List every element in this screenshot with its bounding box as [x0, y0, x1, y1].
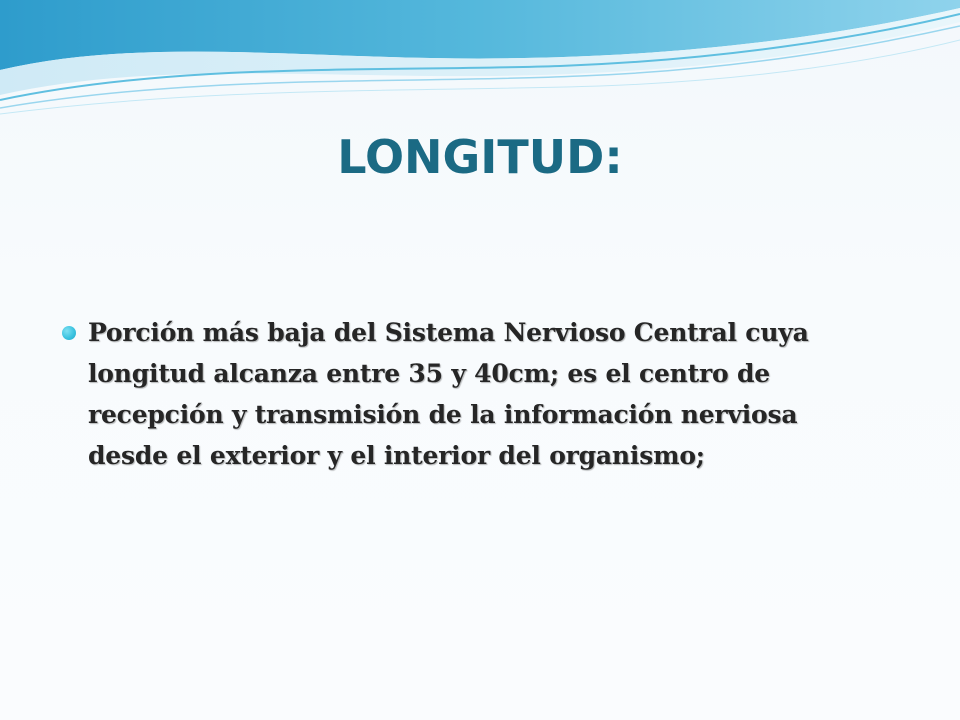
decorative-wave-header — [0, 0, 960, 120]
slide-title: LONGITUD: — [337, 130, 623, 184]
bullet-text: Porción más baja del Sistema Nervioso Central cuya longitud alcanza entre 35 y 40cm; es el centro de recepción y transmisión de la información nerviosa desde el exterior y el interior del organismo; — [88, 318, 809, 470]
bullet-list — [60, 312, 880, 476]
bullet-dot-icon — [62, 326, 76, 340]
list-item — [60, 312, 880, 476]
